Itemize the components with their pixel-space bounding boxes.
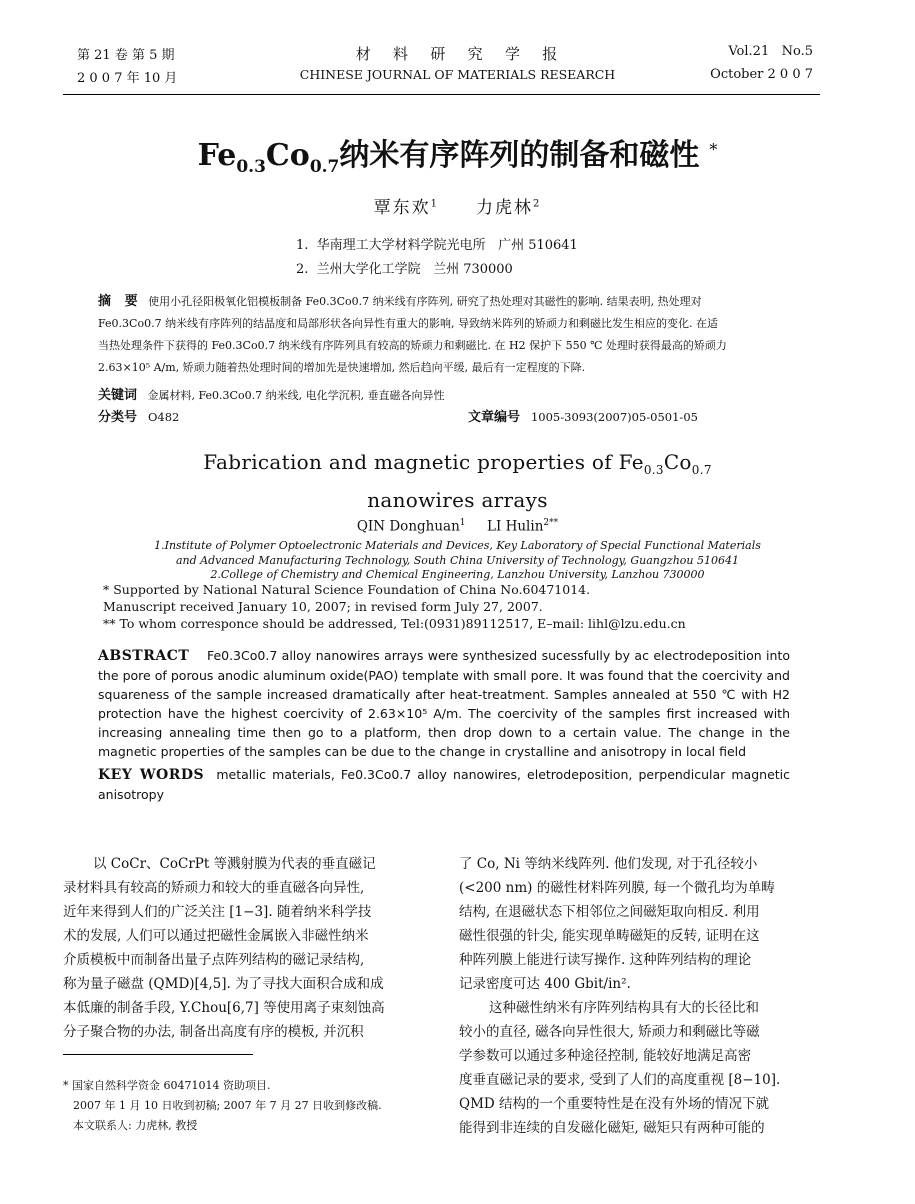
- notes-en: * Supported by National Natural Science Foundation of China No.60471014. Manuscript received January 10, 2007; in revised form July 27, 2007. ** To whom corresponce should be addressed, Tel:(0931)89112517, E–mail: lihl@lzu.edu.cn: [103, 582, 686, 631]
- date-cn: 2 0 0 7 年 10 月: [77, 71, 178, 86]
- body-left-column: 以 CoCr、CoCrPt 等溅射膜为代表的垂直磁记 录材料具有较高的矫顽力和较大的垂直磁各向异性, 近年来得到人们的广泛关注 [1−3]. 随着纳米科学技 术的发展, 人们可以通过把磁性金属嵌入非磁性纳米 介质模板中而制备出量子点阵列结构的磁记录结构, 称为量子磁盘 (QMD)[4,5]. 为了寻找大面积合成和成 本低廉的制备手段, Y.Chou[6,7] 等使用离子束刻蚀高 分子聚合物的办法, 制备出高度有序的模板, 并沉积: [63, 856, 385, 1040]
- classification-cn: 分类号 O482: [98, 410, 180, 425]
- abstract-cn-label: 摘 要: [98, 294, 138, 309]
- keywords-cn: 关键词 金属材料, Fe0.3Co0.7 纳米线, 电化学沉积, 垂直磁各向异性: [98, 388, 445, 403]
- header-rule: [63, 94, 820, 95]
- affiliations-en: 1.Institute of Polymer Optoelectronic Materials and Devices, Key Laboratory of Special Functional Materials and Advanced Manufacturing Technology, South China University of Technology, Guangzhou 510641 2.College of Chemistry and Chemical Engineering, Lanzhou University, Lanzhou 730000: [154, 539, 761, 581]
- journal-name-en: CHINESE JOURNAL OF MATERIALS RESEARCH: [299, 67, 616, 82]
- authors-cn: 覃东欢$^1$ 力虎林$^2$: [373, 198, 542, 218]
- authors-en: QIN Donghuan$^1$ LI Hulin$^{2**}$: [356, 518, 559, 535]
- affiliation-cn-2: 2. 兰州大学化工学院 兰州 730000: [296, 262, 513, 277]
- body-right-column: 了 Co, Ni 等纳米线阵列. 他们发现, 对于孔径较小 (<200 nm) 的磁性材料阵列膜, 每一个微孔均为单畴 结构, 在退磁状态下相邻位之间磁矩取向相反. 利用 磁性很强的针尖, 能实现单畴磁矩的反转, 证明在这 种阵列膜上能进行读写操作. 这种阵列结构的理论 记录密度可达 400 Gbit/in². 这种磁性纳米有序阵列结构具有大的长径比和 较小的直径, 磁各向异性很大, 矫顽力和剩磁比等磁 学参数可以通过多种途径控制, 能较好地满足高密 度垂直磁记录的要求, 受到了人们的高度重视 [8−10]. QMD 结构的一个重要特性是在没有外场的情况下就 能得到非连续的自发磁化磁矩, 磁矩只有两种可能的: [459, 856, 781, 1136]
- affiliation-cn-1: 1. 华南理工大学材料学院光电所 广州 510641: [296, 238, 578, 253]
- footnote-rule: [63, 1054, 253, 1055]
- volume-issue-cn: 第 21 卷 第 5 期: [77, 48, 175, 63]
- paper-title-en: Fabrication and magnetic properties of $Fe_{0.3}Co_{0.7}$ nanowires arrays: [203, 450, 712, 512]
- date-en: October 2 0 0 7: [710, 67, 813, 82]
- abstract-en: ABSTRACT Fe0.3Co0.7 alloy nanowires arrays were synthesized sucessfully by ac electrodeposition into the pore of porous anodic aluminum oxide(PAO) template with small pore. It was found that the coercivity and squareness of the sample increased dramatically after heat-treatment. Samples annealed at 550 ℃ with H2 protection have the highest coercivity of 2.63×10⁵ A/m. The coercivity of the samples first increased with increasing annealing time then go to a platform, then drop down to a certain value. The change in the magnetic properties of the samples can be due to the change in crystalline and anisotropy in local field KEY WORDS metallic materials, Fe0.3Co0.7 alloy nanowires, eletrodeposition, perpendicular magnetic anisotropy: [98, 648, 791, 802]
- footnotes: * 国家自然科学资金 60471014 资助项目. 2007 年 1 月 10 日收到初稿; 2007 年 7 月 27 日收到修改稿. 本文联系人: 力虎林, 教授: [63, 1079, 382, 1132]
- volume-issue-en: Vol.21 No.5: [728, 44, 813, 59]
- paper-title: $Fe_{0.3}Co_{0.7}$纳米有序阵列的制备和磁性 *: [197, 138, 718, 177]
- article-number-cn: 文章编号 1005-3093(2007)05-0501-05: [468, 410, 698, 425]
- abstract-en-label: ABSTRACT: [98, 648, 190, 664]
- title-footnote-mark: *: [709, 140, 718, 159]
- keywords-en: metallic materials, Fe0.3Co0.7 alloy nanowires, eletrodeposition, perpendicular magnetic anisotropy: [98, 767, 791, 802]
- abstract-cn: 摘 要 使用小孔径阳极氧化铝模板制备 Fe0.3Co0.7 纳米线有序阵列, 研究了热处理对其磁性的影响. 结果表明, 热处理对 Fe0.3Co0.7 纳米线有序阵列的结晶度和局部形状各向异性有重大的影响, 导致纳米阵列的矫顽力和剩磁比发生相应的变化. 在适 当热处理条件下获得的 Fe0.3Co0.7 纳米线有序阵列具有较高的矫顽力和剩磁比. 在 H2 保护下 550 ℃ 处理时获得最高的矫顽力 2.63×10⁵ A/m, 矫顽力随着热处理时间的增加先是快速增加, 然后趋向平缓, 最后有一定程度的下降.: [98, 294, 727, 374]
- journal-name-cn: 材 料 研 究 学 报: [355, 45, 560, 63]
- keywords-en-label: KEY WORDS: [98, 767, 205, 783]
